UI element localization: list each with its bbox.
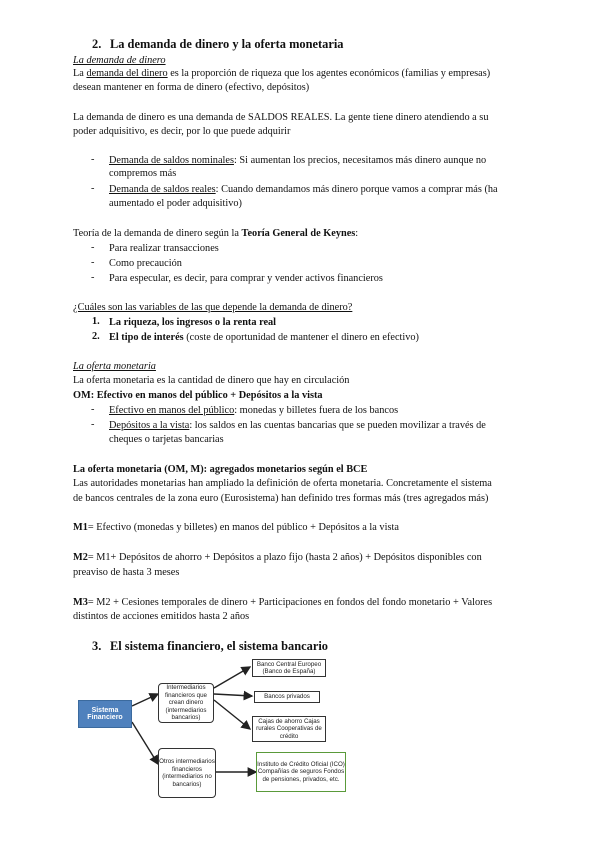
list-number: 2. xyxy=(92,331,100,342)
agregados-title: La oferta monetaria (OM, M): agregados monetarios según el BCE xyxy=(73,464,368,475)
diagram-mid2-label: Otros intermediarios financieros (intermediarios no bancarios) xyxy=(159,758,215,788)
arrow-mid1-to-r1 xyxy=(214,667,250,688)
paragraph-1-line-2: desean mantener en forma de dinero (efectivo, depósitos) xyxy=(73,82,310,93)
list-dash: - xyxy=(91,257,95,268)
diagram-r1-box xyxy=(252,659,326,677)
list-item-reales-cont: aumentado el poder adquisitivo) xyxy=(109,198,242,209)
variable-2: El tipo de interés (coste de oportunidad de mantener el dinero en efectivo) xyxy=(109,332,419,343)
keynes-item-1: Para realizar transacciones xyxy=(109,243,219,254)
arrow-mid1-to-r2 xyxy=(214,694,252,696)
list-dash: - xyxy=(91,272,95,283)
keynes-item-3: Para especular, es decir, para comprar y vender activos financieros xyxy=(109,273,383,284)
diagram-root-box xyxy=(78,700,132,728)
paragraph-1-line-1: La demanda del dinero es la proporción de riqueza que los agentes económicos (familias y empresas) xyxy=(73,68,491,79)
agregados-line-1: Las autoridades monetarias han ampliado la definición de oferta monetaria. Concretamente el sistema xyxy=(73,478,492,489)
m1-definition: M1= Efectivo (monedas y billetes) en manos del público + Depósitos a la vista xyxy=(73,522,399,533)
diagram-mid1-box xyxy=(158,683,214,723)
oferta-item-efectivo: Efectivo en manos del público: monedas y billetes fuera de los bancos xyxy=(109,405,399,416)
diagram-r2-box xyxy=(254,691,320,703)
arrow-root-to-mid1 xyxy=(132,694,158,706)
oferta-item-depositos-cont: cheques o tarjetas bancarias xyxy=(109,434,224,445)
list-dash: - xyxy=(91,419,95,430)
list-item-reales: Demanda de saldos reales: Cuando demandamos más dinero porque vamos a comprar más (ha xyxy=(109,184,498,195)
paragraph-2-line-2: poder adquisitivo, es decir, por lo que puede adquirir xyxy=(73,126,291,137)
list-dash: - xyxy=(91,154,95,165)
arrow-root-to-mid2 xyxy=(132,722,158,764)
section-3-title: El sistema financiero, el sistema bancario xyxy=(110,639,328,653)
variables-question: ¿Cuáles son las variables de las que depende la demanda de dinero? xyxy=(73,302,353,313)
variable-1: La riqueza, los ingresos o la renta real xyxy=(109,317,277,328)
m2-definition-cont: preaviso de hasta 3 meses xyxy=(73,567,180,578)
subheading-demanda: La demanda de dinero xyxy=(73,55,166,66)
oferta-item-depositos: Depósitos a la vista: los saldos en las cuentas bancarias que se pueden movilizar a través de xyxy=(109,420,486,431)
list-number: 1. xyxy=(92,316,100,327)
m3-definition: M3= M2 + Cesiones temporales de dinero + Participaciones en fondos del fondo monetario + Valores xyxy=(73,597,493,608)
list-dash: - xyxy=(91,404,95,415)
diagram-r2-label: Bancos privados xyxy=(264,693,310,701)
diagram-r3-box xyxy=(252,716,326,742)
diagram-r1-label: Banco Central Europeo (Banco de España) xyxy=(256,660,322,675)
diagram-mid2-box xyxy=(158,748,216,798)
agregados-line-2: de bancos centrales de la zona euro (Eurosistema) han definido tres formas más (tres agregados más) xyxy=(73,493,489,504)
section-2-title: La demanda de dinero y la oferta monetaria xyxy=(110,37,344,51)
list-dash: - xyxy=(91,183,95,194)
m3-definition-cont: distintos de acciones emitidos hasta 2 años xyxy=(73,611,250,622)
keynes-intro: Teoría de la demanda de dinero según la Teoría General de Keynes: xyxy=(73,228,359,239)
oferta-formula: OM: Efectivo en manos del público + Depósitos a la vista xyxy=(73,390,323,401)
diagram-r4-box xyxy=(256,752,346,792)
section-2-number: 2. xyxy=(92,37,102,51)
keynes-item-2: Como precaución xyxy=(109,258,182,269)
oferta-definition: La oferta monetaria es la cantidad de dinero que hay en circulación xyxy=(73,375,350,386)
list-item-nominales: Demanda de saldos nominales: Si aumentan los precios, necesitamos más dinero aunque no xyxy=(109,155,487,166)
m2-definition: M2= M1+ Depósitos de ahorro + Depósitos a plazo fijo (hasta 2 años) + Depósitos disponibles con xyxy=(73,552,482,563)
diagram-r4-label: Instituto de Crédito Oficial (ICO) Compañías de seguros Fondos de pensiones, privados, etc. xyxy=(257,760,345,783)
diagram-root-label: Sistema Financiero xyxy=(87,706,123,721)
arrow-mid1-to-r3 xyxy=(214,700,250,729)
list-item-nominales-cont: compremos más xyxy=(109,168,177,179)
list-dash: - xyxy=(91,242,95,253)
subheading-oferta: La oferta monetaria xyxy=(73,361,156,372)
section-3-number: 3. xyxy=(92,639,102,653)
diagram-mid1-label: Intermediarios financieros que crean dinero (intermediarios bancarios) xyxy=(165,684,207,722)
paragraph-2-line-1: La demanda de dinero es una demanda de SALDOS REALES. La gente tiene dinero atendiendo a su xyxy=(73,112,489,123)
diagram-r3-label: Cajas de ahorro Cajas rurales Cooperativas de crédito xyxy=(256,717,322,740)
